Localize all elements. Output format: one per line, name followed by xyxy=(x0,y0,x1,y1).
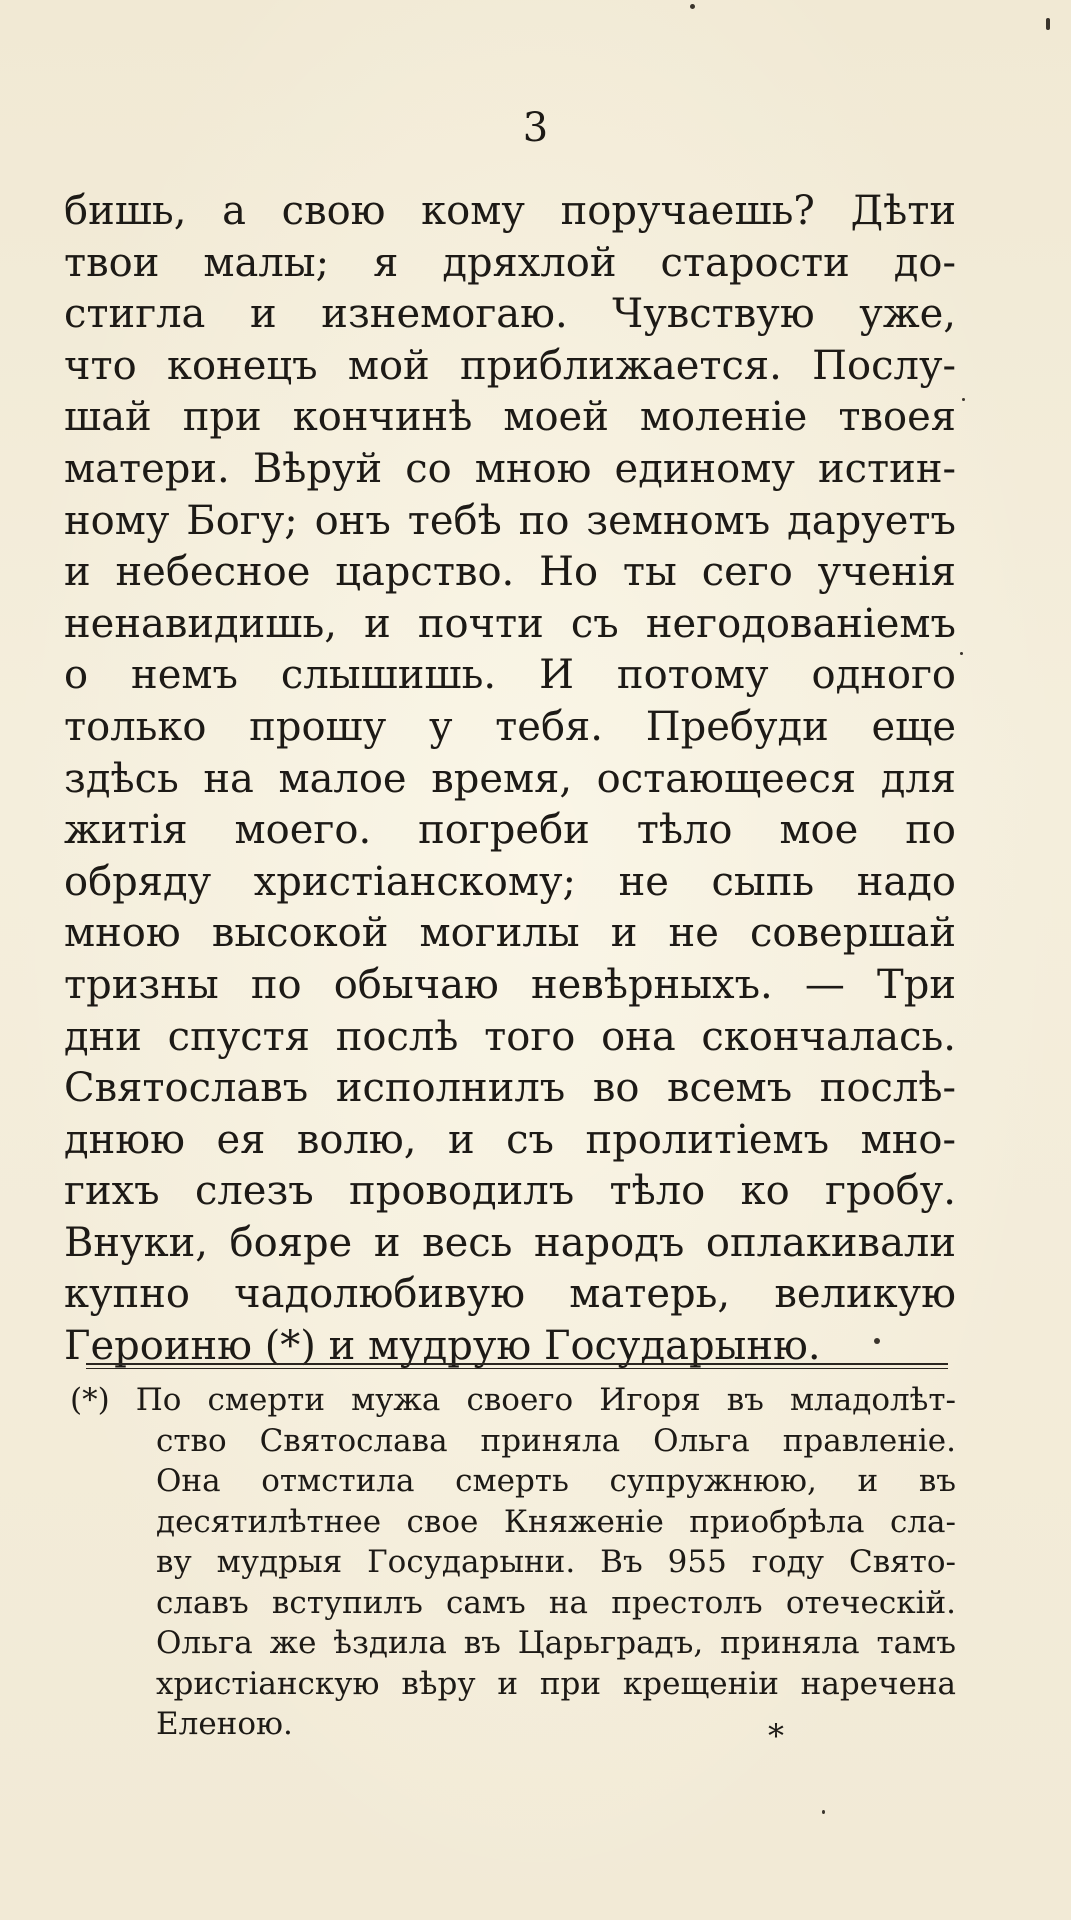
text-line: шай при кончинѣ моей моленіе твоея xyxy=(64,394,956,441)
text-line: купно чадолюбивую матерь, великую xyxy=(64,1271,956,1318)
text-line: дни спустя послѣ того она скончалась. xyxy=(64,1013,956,1060)
ink-speck xyxy=(690,4,695,9)
footnote-line: Ольга же ѣздила въ Царьградъ, приняла тамъ xyxy=(156,1625,956,1661)
footnote-block xyxy=(70,1380,956,1745)
text-line: мною высокой могилы и не совершай xyxy=(64,910,956,957)
text-line: гихъ слезъ проводилъ тѣло ко гробу. xyxy=(64,1168,956,1215)
text-line: тризны по обычаю невѣрныхъ. — Три xyxy=(64,961,956,1008)
text-line: бишь, а свою кому поручаешь? Дѣти xyxy=(64,188,956,234)
text-line: Святославъ исполнилъ во всемъ послѣ- xyxy=(64,1065,956,1112)
text-line: матери. Вѣруй со мною единому истин- xyxy=(64,445,956,492)
text-line: ному Богу; онъ тебѣ по земномъ даруетъ xyxy=(64,497,956,544)
text-line: только прошу у тебя. Пребуди еще xyxy=(64,703,956,750)
text-line: стигла и изнемогаю. Чувствую уже, xyxy=(64,291,956,338)
text-line: что конецъ мой приближается. Послу- xyxy=(64,342,956,389)
text-line: обряду христіанскому; не сыпь надо xyxy=(64,858,956,905)
main-text-block xyxy=(64,186,956,1373)
text-line: ненавидишь, и почти съ негодованіемъ xyxy=(64,600,956,647)
ink-speck xyxy=(960,652,963,655)
footnote-line: христіанскую вѣру и при крещеніи наречена xyxy=(156,1665,956,1702)
text-line: житія моего. погреби тѣло мое по xyxy=(64,807,956,854)
ink-speck xyxy=(962,398,965,401)
text-line: днюю ея волю, и съ пролитіемъ мно- xyxy=(64,1116,956,1163)
text-line: Внуки, бояре и весь народъ оплакивали xyxy=(64,1219,956,1266)
text-line: Героиню (*) и мудрую Государыню. xyxy=(64,1323,821,1370)
footnote-line: Еленою. xyxy=(156,1706,293,1742)
footnote-line: Она отмстила смерть супружнюю, и въ xyxy=(156,1463,956,1499)
text-line: о немъ слышишь. И потому одного xyxy=(64,652,956,699)
footnote-divider xyxy=(86,1363,948,1365)
text-line: твои малы; я дряхлой старости до- xyxy=(64,239,956,286)
text-line: и небесное царство. Но ты сего ученія xyxy=(64,549,956,596)
footnote-line: десятилѣтнее свое Княженіе приобрѣла сла- xyxy=(156,1503,956,1540)
catchword: * xyxy=(768,1717,784,1755)
footnote-line: ство Святослава приняла Ольга правленіе. xyxy=(156,1422,956,1459)
ink-speck xyxy=(1046,18,1050,30)
ink-speck xyxy=(874,1338,880,1344)
text-line: здѣсь на малое время, остающееся для xyxy=(64,755,956,802)
footnote-line: славъ вступилъ самъ на престолъ отеческій. xyxy=(156,1584,956,1621)
footnote-line: ву мудрыя Государыни. Въ 955 году Свято- xyxy=(156,1544,956,1580)
page-number: 3 xyxy=(522,105,549,151)
footnote-line: (*) По смерти мужа своего Игоря въ младолѣт- xyxy=(70,1382,956,1418)
ink-speck xyxy=(822,1810,825,1814)
